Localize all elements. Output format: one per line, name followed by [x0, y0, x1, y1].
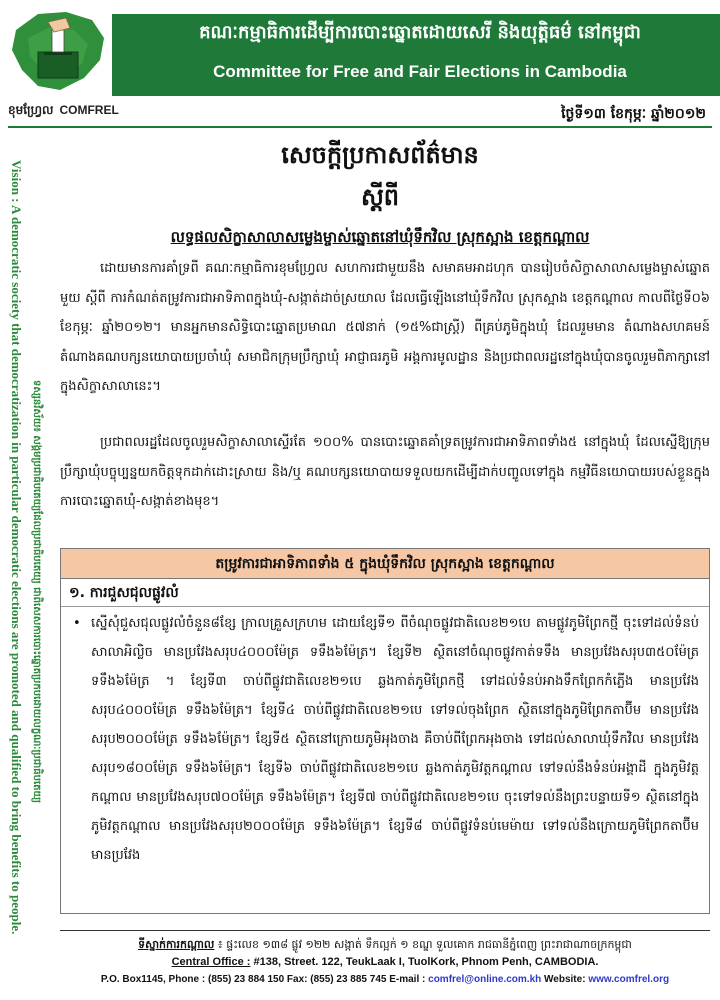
footer-website-link[interactable]: www.comfrel.org — [588, 974, 670, 985]
vision-en-text: Vision : A democratic society that democratization in particular democratic elections are promoted and qualified to bring benefits to people. — [9, 160, 24, 935]
footer-office-kh-label: ទីស្នាក់ការកណ្តាល — [138, 938, 215, 951]
list-item — [61, 607, 709, 870]
vision-kh-text: ទស្សនវិស័យ៖ សង្គមប្រជាធិបតេយ្យដែលប្រជាធិបតេយ្យ ជាពិសេសការបោះឆ្នោតប្រកបដោយលក្ខណៈប្រជាធិបតេយ្យ — [31, 380, 42, 804]
footer-contact — [60, 974, 710, 985]
vision-statement-kh — [28, 380, 44, 804]
section-1-title: ១. ការជួសជុលផ្លូវលំ — [61, 579, 709, 607]
letterhead — [0, 0, 720, 122]
document-date: ថ្ងៃទី១៣ ខែកុម្ភៈ ឆ្នាំ២០១២ — [561, 106, 706, 122]
page-title-2: ស្តីពី — [360, 183, 400, 211]
footer-office-en — [60, 956, 710, 968]
header-divider — [8, 126, 712, 128]
page-subtitle: លទ្ធផលសិក្ខាសាលាសម្លេងម្ចាស់ឆ្នោតនៅឃុំទឹកវិល ស្រុកស្អាង ខេត្តកណ្តាល — [170, 228, 590, 246]
vision-statement-en — [4, 160, 24, 980]
footer-office-kh — [60, 938, 710, 954]
org-name-kh: គណៈកម្មាធិការដើម្បីការបោះឆ្នោតដោយសេរី និងយុត្តិធម៌ នៅកម្ពុជា — [199, 22, 641, 43]
comfrel-logo — [8, 8, 108, 94]
footer-office-kh-text: ៖ ផ្ទះលេខ ១៣៨ ផ្លូវ ១២២ សង្កាត់ ទឹកល្អក់ ១ ខណ្ឌ ទួលគោក រាជធានីភ្នំពេញ ព្រះរាជាណាចក្រកម្ពុជា — [217, 938, 632, 951]
logo-caption-kh: ខុមហ្វ្រែល — [8, 103, 54, 117]
footer-divider — [60, 930, 710, 931]
footer-email-link[interactable]: comfrel@online.com.kh — [428, 974, 542, 985]
logo-caption — [8, 102, 119, 120]
paragraph-2: ប្រជាពលរដ្ឋដែលចូលរួមសិក្ខាសាលាស្ទើរតែ ១០០% បានបោះឆ្នោតគាំទ្រតម្រូវការជាអាទិភាពទាំង៥ នៅក្នុងឃុំ ដែលស្នើឱ្យក្រុមប្រឹក្សាឃុំបច្ចុប្បន្នយកចិត្តទុកដាក់ដោះស្រាយ និង/ឬ គណបក្សនយោបាយទទួលយកដើម្បីដាក់បញ្ចូលទៅក្នុង កម្មវិធីនយោបាយរបស់ខ្លួនក្នុងការបោះឆ្នោតឃុំ-សង្កាត់ខាងមុខ។ — [60, 435, 710, 509]
footer-office-en-label: Central Office : — [171, 956, 251, 968]
footer-website-label: Website: — [544, 974, 586, 985]
bullet-icon: • — [73, 616, 81, 631]
footer-contact-prefix: P.O. Box1145, Phone : (855) 23 884 150 Fax: (855) 23 885 745 E-mail : — [100, 974, 426, 985]
footer-office-en-text: #138, Street. 122, TeukLaak I, TuolKork, Phnom Penh, CAMBODIA. — [253, 956, 599, 968]
org-name-en: Committee for Free and Fair Elections in Cambodia — [213, 62, 627, 81]
priorities-box-title: តម្រូវការជាអាទិភាពទាំង ៥ ក្នុងឃុំទឹកវិល ស្រុកស្អាង ខេត្តកណ្តាល — [61, 549, 709, 579]
paragraph-1: ដោយមានការគាំទ្រពី គណៈកម្មាធិការខុមហ្វ្រែល សហការជាមួយនឹង សមាគមអាដហុក បានរៀបចំសិក្ខាសាលាសម្លេងម្ចាស់ឆ្នោតមួយ ស្តីពី ការកំណត់តម្រូវការជាអាទិភាពក្នុងឃុំ-សង្កាត់ដាច់ស្រយាល ដែលធ្វើឡើងនៅឃុំទឹកវិល ស្រុកស្អាង ខេត្តកណ្តាល កាលពីថ្ងៃទី០៦ ខែកុម្ភៈ ឆ្នាំ២០១២។ មានអ្នកមានសិទ្ធិបោះឆ្នោតប្រមាណ ៥៧នាក់ (១៥%ជាស្ត្រី) ពីគ្រប់ភូមិក្នុងឃុំ ដែលរួមមាន តំណាងសហគមន៍ តំណាងគណបក្សនយោបាយប្រចាំឃុំ សមាជិកក្រុមប្រឹក្សាឃុំ អាជ្ញាធរភូមិ អង្គការមូលដ្ឋាន និងប្រជាពលរដ្ឋនៅក្នុងឃុំបានចូលរួមពិភាក្សានៅក្នុងសិក្ខាសាលានេះ។ — [60, 261, 710, 394]
logo-caption-en: COMFREL — [59, 103, 119, 117]
priorities-box — [60, 548, 710, 914]
page-title: សេចក្តីប្រកាសព័ត៌មាន — [281, 141, 479, 169]
section-1-text: ស្នើសុំជួសជុលផ្លូវលំចំនួន៨ខ្សែ ក្រាលគ្រួសក្រហម ដោយខ្សែទី១ ពីចំណុចផ្លូវជាតិលេខ២១បេ តាមផ្លូវភូមិព្រែកថ្មី ចុះទៅដល់ទំនប់សាលាអិល្លិច មានប្រវែងសរុប៤០០០ម៉ែត្រ ទទឹង៦ម៉ែត្រ។ ខ្សែទី២ ស្ថិតនៅចំណុចផ្លូវកាត់ទទឹង មានប្រវែងសរុប៣៥០ម៉ែត្រ ទទឹង៦ម៉ែត្រ ។ ខ្សែទី៣ ចាប់ពីផ្លូវជាតិលេខ២១បេ ឆ្លងកាត់ភូមិព្រែកថ្មី ទៅដល់ទំនប់អាងទឹកព្រែកកំភ្លើង មានប្រវែងសរុប៤០០០ម៉ែត្រ ទទឹង៦ម៉ែត្រ។ ខ្សែទី៤ ចាប់ពីផ្លូវជាតិលេខ២១បេ ទៅទល់ចុងព្រែក ស្ថិតនៅក្នុងភូមិព្រែកតាប៊ីម មានប្រវែងសរុប២០០០ម៉ែត្រ ទទឹង៦ម៉ែត្រ។ ខ្សែទី៥ ស្ថិតនៅក្រោយភូមិអុងចាង គឺចាប់ពីព្រែកអុងចាង ទៅដល់សាលាឃុំទឹកវិល មានប្រវែងសរុប១៨០០ម៉ែត្រ ទទឹង៦ម៉ែត្រ។ ខ្សែទី៦ ចាប់ពីផ្លូវជាតិលេខ២១បេ ឆ្លងកាត់ភូមិវត្តកណ្តាល ទៅទល់នឹងទំនប់អង្គាដី ក្នុងភូមិវត្តកណ្តាល មានប្រវែងសរុប៧០០ម៉ែត្រ ទទឹង៦ម៉ែត្រ។ ខ្សែទី៧ ចាប់ពីផ្លូវជាតិលេខ២១បេ ចុះទៅទល់នឹងព្រះបន្ទាយទី១ ស្ថិតនៅក្នុងភូមិវត្តកណ្តាល មានប្រវែងសរុប២០០០ម៉ែត្រ ទទឹង៦ម៉ែត្រ។ ខ្សែទី៨ ចាប់ពីផ្លូវទំនប់មេម៉ាយ ទៅទល់នឹងក្រោយភូមិព្រែកតាប៊ីម មានប្រវែង — [91, 616, 699, 863]
